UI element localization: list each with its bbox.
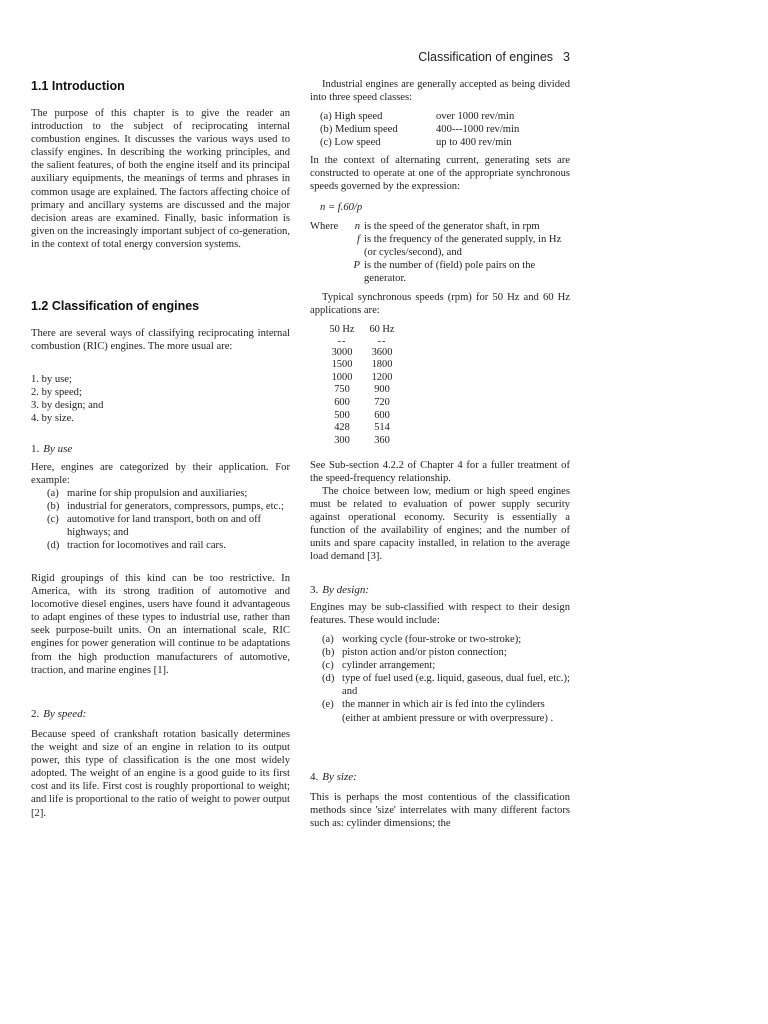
list-item: 2. by speed; [31, 387, 82, 399]
formula-definitions [310, 220, 570, 285]
subsection-heading-by-size [310, 771, 570, 784]
subsection-number: 1. [31, 443, 40, 455]
list-item: (a) working cycle (four-stroke or two-stroke); [322, 634, 522, 645]
by-speed-paragraph: Because speed of crankshaft rotation basically determines the weight and size of an engine in relation to its output power, this type of classification is the one most widely adopted. The weight of an engine is a good guide to its first cost and its life. First cost is roughly proportional to weight; and life is proportional to the ratio of weight to power output [2]. [31, 729, 290, 819]
table-row: 300 360 [334, 434, 390, 446]
list-item: (c) automotive for land transport, both on and off highways; and [47, 514, 261, 539]
table-row: 1500 1800 [331, 359, 393, 371]
list-item: 4. by size. [31, 413, 74, 425]
running-title: Classification of engines [418, 50, 554, 64]
subsection-heading-by-use [31, 443, 290, 456]
list-item: (b) piston action and/or piston connection; [322, 647, 507, 659]
definition-row: P is the number of (field) pole pairs on the generator. [353, 260, 536, 285]
subsection-title: By size: [322, 771, 357, 783]
classification-methods-list [31, 373, 290, 425]
list-item: (b) industrial for generators, compressors, pumps, etc.; [47, 501, 284, 513]
speed-class-row: (a) High speed over 1000 rev/min [320, 111, 515, 122]
subsection-heading-by-design [310, 584, 570, 597]
speed-classes-list [310, 110, 580, 149]
table-header-row [322, 324, 402, 337]
definition-row: Where n is the speed of the generator shaft, in rpm [310, 221, 540, 232]
column-header: 60 Hz [369, 324, 395, 335]
classification-paragraph: There are several ways of classifying reciprocating internal combustion (RIC) engines. The more usual are: [31, 328, 290, 353]
synchronous-table-intro: Typical synchronous speeds (rpm) for 50 Hz and 60 Hz applications are: [310, 292, 570, 317]
table-row: 750 900 [334, 384, 390, 396]
speed-formula: n = f.60/p [320, 202, 363, 213]
synchronous-speed-table [322, 324, 402, 447]
by-size-paragraph: This is perhaps the most contentious of the classification methods since 'size' interrelates with many different factors such as: cylinder dimensions; the [310, 792, 570, 830]
list-item: and [342, 686, 358, 698]
page-header [418, 50, 570, 64]
subsection-title: By use [43, 443, 73, 455]
list-item: (e) the manner in which air is fed into the cylinders (either at ambient pressure or with overpressure) . [322, 699, 554, 724]
header-rule: -- [337, 335, 347, 347]
subsection-title: By speed: [43, 708, 87, 720]
intro-paragraph: The purpose of this chapter is to give the reader an introduction to the subject of reciprocating internal combustion engines. It discusses the various ways used to classify engines. In describing the working principles, and the salient features, of both the engine itself and its principal auxiliary equipments, the meanings of terms and phrases in common usage are explained. The factors affecting choice of primary and ancillary systems are discussed and the major decision areas are examined. Finally, basic information is given on the increasingly important subject of co-generation, in the context of total energy conversion systems. [31, 108, 290, 250]
section-heading-classification: 1.2 Classification of engines [31, 299, 200, 313]
by-use-paragraph: Rigid groupings of this kind can be too restrictive. In America, with its strong tradition of automotive and locomotive diesel engines, users have found it advantageous to adapt engines of these types to industrial use, rather than seek purpose-built units. On an international scale, RIC engines for power generation will continue to be adaptations from the high production manufacturers of automotive, traction, and marine engines [1]. [31, 573, 290, 676]
table-row: 3000 3600 [331, 346, 393, 358]
list-item: (c) cylinder arrangement; [322, 660, 436, 672]
by-use-list [31, 487, 290, 552]
list-item: (d) type of fuel used (e.g. liquid, gaseous, dual fuel, etc.); [322, 673, 570, 685]
list-item: (a) marine for ship propulsion and auxiliaries; [47, 488, 248, 499]
subsection-number: 3. [310, 584, 319, 596]
list-item: 1. by use; [31, 374, 72, 385]
page-number: 3 [563, 50, 570, 64]
by-design-intro: Engines may be sub-classified with respect to their design features. These would include: [310, 602, 570, 627]
table-row: 1000 1200 [331, 371, 393, 383]
see-subsection-note: See Sub-section 4.2.2 of Chapter 4 for a fuller treatment of the speed-frequency relationship. [310, 460, 570, 485]
list-item: (d) traction for locomotives and rail cars. [47, 540, 226, 552]
speed-class-row: (b) Medium speed 400---1000 rev/min [320, 124, 520, 136]
speed-choice-paragraph: The choice between low, medium or high speed engines must be related to evaluation of power supply security against operational economy. Security is essentially a function of the availability of engines; and the number of units and spare capacity installed, in relation to the average load demand [3]. [310, 486, 570, 563]
by-use-intro: Here, engines are categorized by their application. For example: [31, 462, 290, 487]
subsection-number: 4. [310, 771, 319, 783]
column-header: 50 Hz [329, 324, 355, 335]
synchronous-speed-intro: In the context of alternating current, generating sets are constructed to operate at one of the appropriate synchronous speeds governed by the expression: [310, 155, 570, 193]
table-row: 500 600 [334, 409, 390, 421]
table-row: 428 514 [334, 422, 390, 434]
subsection-number: 2. [31, 708, 40, 720]
speed-class-row: (c) Low speed up to 400 rev/min [320, 137, 512, 149]
speed-classes-intro: Industrial engines are generally accepted as being divided into three speed classes: [310, 79, 570, 104]
table-row: 600 720 [334, 396, 390, 408]
section-heading-introduction: 1.1 Introduction [31, 79, 125, 93]
table-rule-row [322, 337, 402, 347]
subsection-heading-by-speed [31, 708, 290, 721]
definition-row: f is the frequency of the generated supply, in Hz (or cycles/second), and [357, 234, 562, 259]
by-design-list [310, 633, 570, 725]
subsection-title: By design: [322, 584, 369, 596]
list-item: 3. by design; and [31, 400, 104, 412]
header-rule: -- [377, 335, 387, 347]
